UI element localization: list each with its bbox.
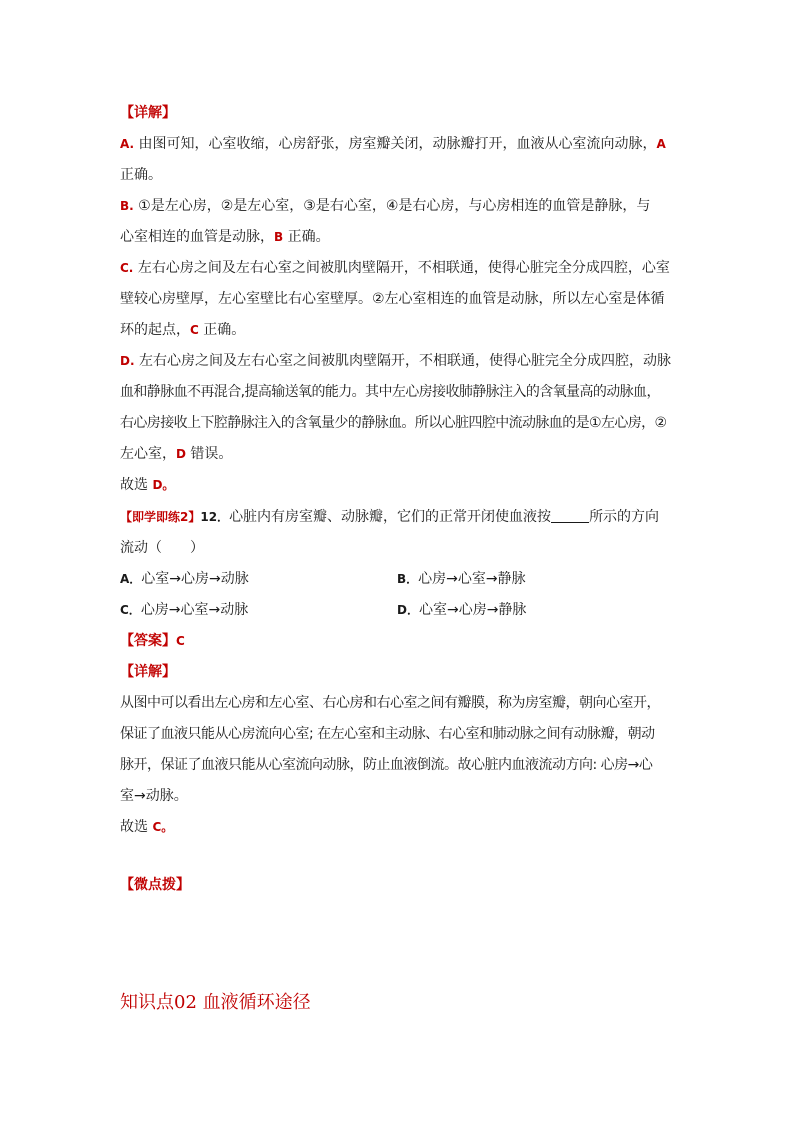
option-a: A．心室→心房→动脉 — [120, 571, 249, 587]
option-d-line2: 血和静脉血不再混合,提高输送氧的能力。其中左心房接收肺静脉注入的含氧量高的动脉血， — [120, 384, 660, 400]
option-b-line2: 心室相连的血管是动脉，B 正确。 — [120, 229, 330, 245]
detail2-line4: 室→动脉。 — [120, 788, 188, 804]
answer-line: 【答案】C — [120, 633, 185, 649]
detail-heading: 【详解】 — [120, 664, 176, 680]
detail2-line2: 保证了血液只能从心房流向心室; 在左心室和主动脉、右心室和肺动脉之间有动脉瓣，朝动 — [120, 726, 655, 742]
detail-section-1 — [120, 98, 690, 501]
answer-blank — [551, 508, 589, 523]
options-row-1 — [120, 564, 690, 595]
conclusion-2: 故选 C。 — [120, 819, 174, 835]
option-c-line2: 壁较心房壁厚，左心室壁比右心室壁厚。②左心室相连的血管是动脉，所以左心室是体循 — [120, 291, 665, 307]
detail2-line3: 脉开，保证了血液只能从心室流向动脉，防止血液倒流。故心脏内血液流动方向: 心房→心 — [120, 757, 653, 773]
micro-tip-heading: 【微点拨】 — [120, 877, 190, 893]
option-a-line1: A. 由图可知，心室收缩，心房舒张，房室瓣关闭，动脉瓣打开，血液从心室流向动脉，A — [120, 136, 666, 152]
option-b-line1: B. ①是左心房，②是左心室，③是右心室，④是右心房，与心房相连的血管是静脉，与 — [120, 198, 651, 214]
option-d: D．心室→心房→静脉 — [397, 602, 527, 618]
knowledge-point-title: 知识点02 血液循环途径 — [120, 992, 311, 1013]
question-line2: 流动（ ） — [120, 540, 204, 556]
options-row-2 — [120, 595, 690, 626]
option-c: C．心房→心室→动脉 — [120, 602, 249, 618]
conclusion-1: 故选 D。 — [120, 477, 175, 493]
option-a-line2: 正确。 — [120, 167, 162, 183]
detail2-line1: 从图中可以看出左心房和左心室、右心房和右心室之间有瓣膜，称为房室瓣，朝向心室开， — [120, 695, 660, 711]
option-c-line3: 环的起点，C 正确。 — [120, 322, 246, 338]
option-c-line1: C. 左右心房之间及左右心室之间被肌肉壁隔开，不相联通，使得心脏完全分成四腔，心室 — [120, 260, 670, 276]
practice-question — [120, 502, 690, 657]
detail-heading: 【详解】 — [120, 105, 176, 121]
option-d-line4: 左心室，D 错误。 — [120, 446, 233, 462]
option-b: B．心房→心室→静脉 — [397, 571, 526, 587]
question-line1: 【即学即练2】12．心脏内有房室瓣、动脉瓣，它们的正常开闭使血液按 所示的方向 — [120, 509, 660, 525]
option-d-line3: 右心房接收上下腔静脉注入的含氧量少的静脉血。所以心脏四腔中流动脉血的是①左心房，② — [120, 415, 667, 431]
option-d-line1: D. 左右心房之间及左右心室之间被肌肉壁隔开，不相联通，使得心脏完全分成四腔，动脉 — [120, 353, 671, 369]
detail-section-2 — [120, 657, 690, 843]
